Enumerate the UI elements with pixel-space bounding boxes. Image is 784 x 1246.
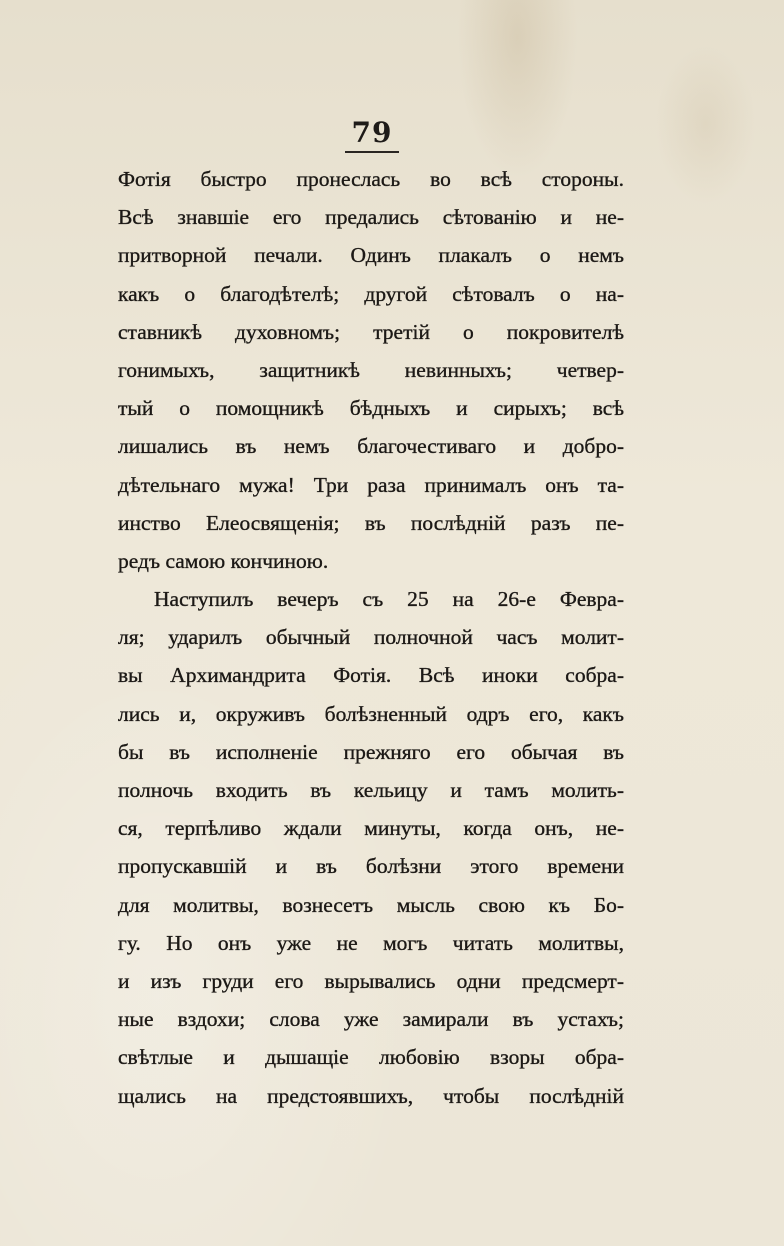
text-line: бы въ исполненіе прежняго его обычая въ xyxy=(118,739,624,764)
text-line: Фотія быстро пронеслась во всѣ стороны. xyxy=(118,167,624,191)
text-line: свѣтлые и дышащіе любовію взоры обра- xyxy=(118,1045,624,1070)
text-line: Наступилъ вечеръ съ 25 на 26-е Февра- xyxy=(154,587,624,612)
text-line: щались на предстоявшихъ, чтобы послѣдній xyxy=(118,1083,624,1108)
text-line: редъ самою кончиною. xyxy=(118,548,329,573)
text-line: гу. Но онъ уже не могъ читать молитвы, xyxy=(118,930,624,955)
paragraph-2 xyxy=(118,580,624,1115)
text-line: ся, терпѣливо ждали минуты, когда онъ, не- xyxy=(118,816,624,841)
body-text xyxy=(118,160,624,1115)
paragraph-1 xyxy=(118,160,624,580)
text-line: какъ о благодѣтелѣ; другой сѣтовалъ о на- xyxy=(118,281,624,306)
text-line: полночь входить въ кельицу и тамъ молить- xyxy=(118,778,624,802)
text-line: ные вздохи; слова уже замирали въ устахъ; xyxy=(118,1007,624,1032)
page-number-rule xyxy=(345,151,399,153)
text-line: ля; ударилъ обычный полночной часъ молит- xyxy=(118,625,624,650)
text-line: вы Архимандрита Фотія. Всѣ иноки собра- xyxy=(118,663,624,688)
text-line: пропускавшій и въ болѣзни этого времени xyxy=(118,854,624,879)
text-line: и изъ груди его вырывались одни предсмерт- xyxy=(118,968,624,993)
text-line: лись и, окруживъ болѣзненный одръ его, какъ xyxy=(118,701,624,726)
text-line: тый о помощникѣ бѣдныхъ и сирыхъ; всѣ xyxy=(118,396,624,421)
text-line: гонимыхъ, защитникѣ невинныхъ; четвер- xyxy=(118,357,624,382)
text-line: дѣтельнаго мужа! Три раза принималъ онъ та- xyxy=(118,472,624,497)
text-line: инство Елеосвященія; въ послѣдній разъ пе- xyxy=(118,510,624,535)
text-line: притворной печали. Одинъ плакалъ о немъ xyxy=(118,243,624,268)
text-line: лишались въ немъ благочестиваго и добро- xyxy=(118,434,624,459)
page-number: 79 xyxy=(351,116,393,149)
text-line: ставникѣ духовномъ; третій о покровителѣ xyxy=(118,319,624,344)
text-line: для молитвы, вознесетъ мысль свою къ Бо- xyxy=(118,892,624,917)
text-line: Всѣ знавшіе его предались сѣтованію и не- xyxy=(118,205,624,230)
